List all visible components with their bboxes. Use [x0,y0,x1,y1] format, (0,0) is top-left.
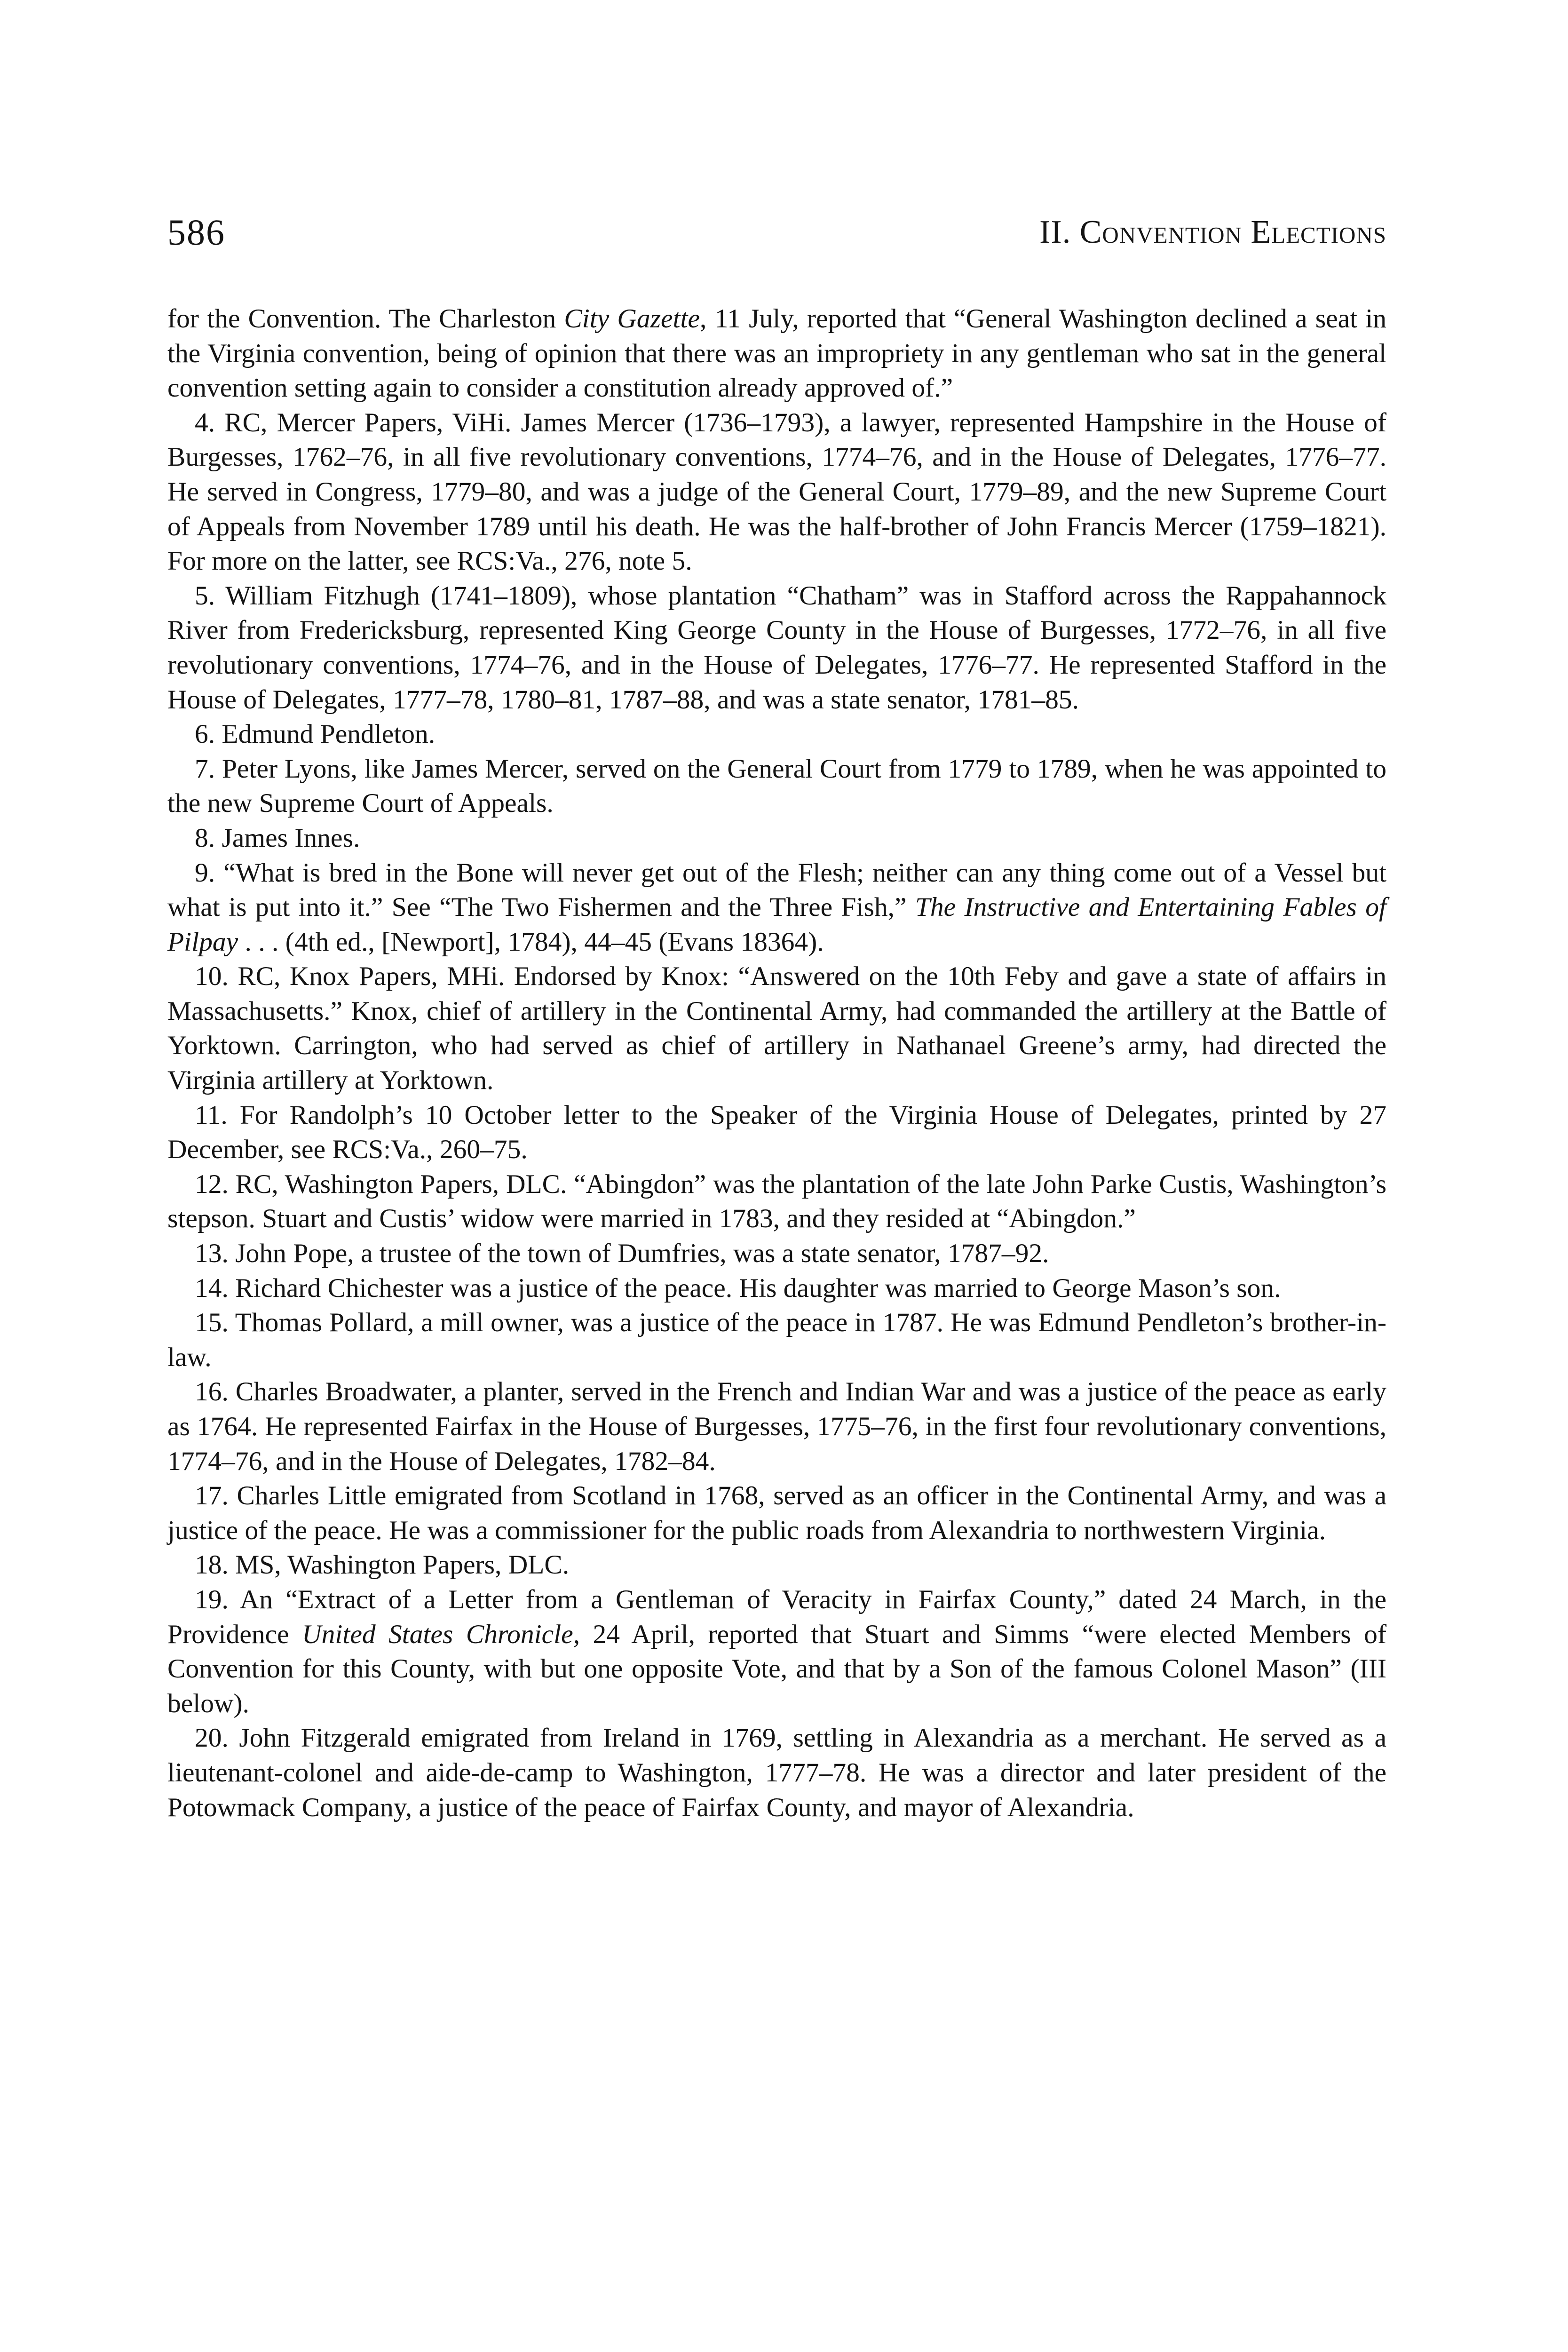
note-text: 5. William Fitzhugh (1741–1809), whose plantation “Chatham” was in Stafford across the Rappahannock River from Fredericksburg, represented King George County in the House of Burgesses, 1772–76, in all five revolutionary conventions, 1774–76, and in the House of Delegates, 1776–77. He represented Stafford in the House of Delegates, 1777–78, 1780–81, 1787–88, and was a state senator, 1781–85. [167,580,1386,715]
note-6 [167,717,1386,752]
note-12 [167,1167,1386,1236]
note-18 [167,1548,1386,1582]
note-text: 14. Richard Chichester was a justice of the peace. His daughter was married to George Mason’s son. [195,1273,1281,1303]
note-text: , 24 April, reported that Stuart and Simms “were elected Members of Convention for this County, with but one opposite Vote, and that by a Son of the famous Colonel Mason” (III below). [167,1619,1387,1718]
note-text: . . . (4th ed., [Newport], 1784), 44–45 (Evans 18364). [238,927,824,957]
note-continuation [167,302,1386,405]
italic-title: United States Chronicle [302,1619,573,1649]
note-9 [167,856,1386,960]
note-20 [167,1721,1386,1825]
endnotes-list [167,302,1386,1825]
note-text: for the Convention. The Charleston [167,304,564,334]
note-text: 10. RC, Knox Papers, MHi. Endorsed by Knox: “Answered on the 10th Feby and gave a state of affairs in Massachusetts.” Knox, chief of artillery in the Continental Army, had commanded the artillery at the Battle of Yorktown. Carrington, who had served as chief of artillery in Nathanael Greene’s army, had directed the Virginia artillery at Yorktown. [167,961,1386,1096]
note-text: 16. Charles Broadwater, a planter, served in the French and Indian War and was a justice of the peace as early as 1764. He represented Fairfax in the House of Burgesses, 1775–76, in the first four revolutionary conventions, 1774–76, and in the House of Delegates, 1782–84. [167,1377,1386,1476]
note-text: 8. James Innes. [195,823,360,853]
note-15 [167,1305,1386,1375]
note-text: 9. “What is bred in the Bone will never get out of the Flesh; neither can any thing come out of a Vessel but what is put into it.” See “The Two Fishermen and the Three Fish,” [167,858,1386,922]
note-text: 19. An “Extract of a Letter from a Gentleman of Veracity in Fairfax County,” dated 24 March, in the Providence [167,1584,1386,1649]
book-page [167,214,1386,1825]
note-text: 4. RC, Mercer Papers, ViHi. James Mercer (1736–1793), a lawyer, represented Hampshire in the House of Burgesses, 1762–76, in all five revolutionary conventions, 1774–76, and in the House of Delegates, 1776–77. He served in Congress, 1779–80, and was a judge of the General Court, 1779–89, and the new Supreme Court of Appeals from November 1789 until his death. He was the half-brother of John Francis Mercer (1759–1821). For more on the latter, see RCS:Va., 276, note 5. [167,407,1386,576]
section-title: II. Convention Elections [1039,214,1386,250]
note-text: 11. For Randolph’s 10 October letter to the Speaker of the Virginia House of Delegates, printed by 27 December, see RCS:Va., 260–75. [167,1100,1386,1165]
note-4 [167,405,1386,579]
note-14 [167,1271,1386,1306]
note-text: 15. Thomas Pollard, a mill owner, was a justice of the peace in 1787. He was Edmund Pendleton’s brother-in-law. [167,1308,1386,1372]
note-19 [167,1582,1386,1721]
note-7 [167,752,1386,821]
note-text: 7. Peter Lyons, like James Mercer, served on the General Court from 1779 to 1789, when he was appointed to the new Supreme Court of Appeals. [167,754,1386,818]
note-text: 13. John Pope, a trustee of the town of Dumfries, was a state senator, 1787–92. [195,1239,1049,1269]
note-13 [167,1236,1386,1271]
note-text: , 11 July, reported that “General Washington declined a seat in the Virginia convention, being of opinion that there was an impropriety in any gentleman who sat in the general convention setting again to consider a constitution already approved of.” [167,304,1387,403]
note-11 [167,1098,1386,1167]
italic-title: City Gazette [564,304,700,334]
note-10 [167,959,1386,1097]
note-16 [167,1375,1386,1478]
note-17 [167,1478,1386,1548]
note-5 [167,579,1386,717]
note-text: 6. Edmund Pendleton. [195,719,436,749]
italic-title: The Instructive and Entertaining Fables of Pilpay [167,892,1386,957]
note-text: 20. John Fitzgerald emigrated from Ireland in 1769, settling in Alexandria as a merchant. He served as a lieutenant-colonel and aide-de-camp to Washington, 1777–78. He was a director and later president of the Potowmack Company, a justice of the peace of Fairfax County, and mayor of Alexandria. [167,1723,1386,1822]
page-number: 586 [167,212,225,253]
note-8 [167,821,1386,856]
running-head [167,214,1386,266]
note-text: 12. RC, Washington Papers, DLC. “Abingdon” was the plantation of the late John Parke Custis, Washington’s stepson. Stuart and Custis’ widow were married in 1783, and they resided at “Abingdon.” [167,1169,1386,1234]
note-text: 17. Charles Little emigrated from Scotland in 1768, served as an officer in the Continental Army, and was a justice of the peace. He was a commissioner for the public roads from Alexandria to northwestern Virginia. [167,1481,1386,1545]
note-text: 18. MS, Washington Papers, DLC. [195,1550,570,1580]
